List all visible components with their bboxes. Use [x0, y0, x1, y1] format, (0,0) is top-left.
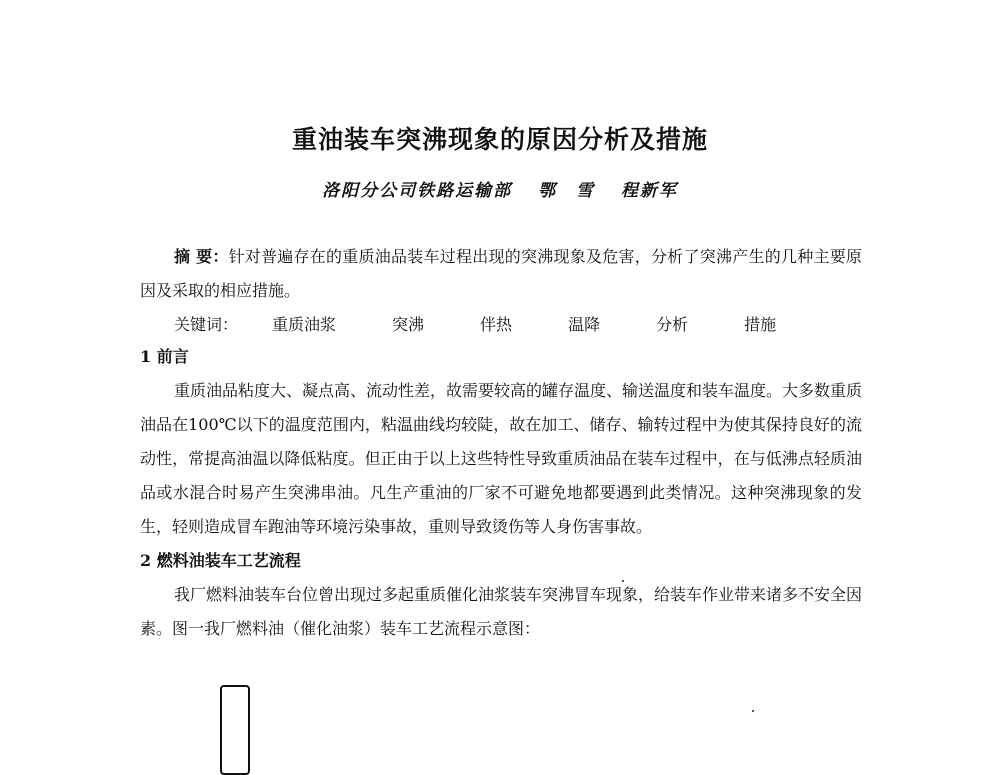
abstract-label: 摘 要：: [174, 247, 229, 266]
author-name: 程新军: [620, 181, 678, 201]
keyword: 突沸: [392, 315, 425, 334]
scan-speck: [752, 710, 754, 712]
body-sections: [140, 340, 862, 646]
paper-title: 重油装车突沸现象的原因分析及措施: [291, 125, 708, 154]
keyword: 措施: [744, 315, 777, 334]
abstract-text: 针对普遍存在的重质油品装车过程出现的突沸现象及危害，分析了突沸产生的几种主要原因及采取的相应措施。: [140, 247, 862, 300]
flow-diagram-fragment: [220, 685, 250, 775]
keywords-label: 关键词：: [174, 315, 239, 334]
section-heading: 2 燃料油装车工艺流程: [140, 551, 301, 570]
byline: [0, 176, 1000, 201]
scan-speck: [622, 580, 624, 582]
keywords-line: [140, 308, 862, 342]
affiliation: 洛阳分公司铁路运输部: [322, 181, 513, 201]
keyword: 分析: [656, 315, 689, 334]
section-paragraph: 重质油品粘度大、凝点高、流动性差，故需要较高的罐存温度、输送温度和装车温度。大多数重质油品在100℃以下的温度范围内，粘温曲线均较陡，故在加工、储存、输转过程中为使其保持良好的流动性，常提高油温以降低粘度。但正由于以上这些特性导致重质油品在装车过程中，在与低沸点轻质油品或水混合时易产生突沸串油。凡生产重油的厂家不可避免地都要遇到此类情况。这种突沸现象的发生，轻则造成冒车跑油等环境污染事故，重则导致烫伤等人身伤害事故。: [140, 381, 863, 536]
author-name: 鄂 雪: [538, 181, 595, 201]
keyword: 伴热: [480, 315, 513, 334]
keyword: 重质油浆: [272, 315, 337, 334]
section-paragraph: 我厂燃料油装车台位曾出现过多起重质催化油浆装车突沸冒车现象，给装车作业带来诸多不安全因素。图一我厂燃料油（催化油浆）装车工艺流程示意图：: [140, 585, 863, 638]
abstract-section: [140, 240, 862, 342]
keyword: 温降: [568, 315, 601, 334]
abstract-paragraph: [140, 240, 862, 308]
section-heading: 1 前言: [140, 347, 189, 366]
